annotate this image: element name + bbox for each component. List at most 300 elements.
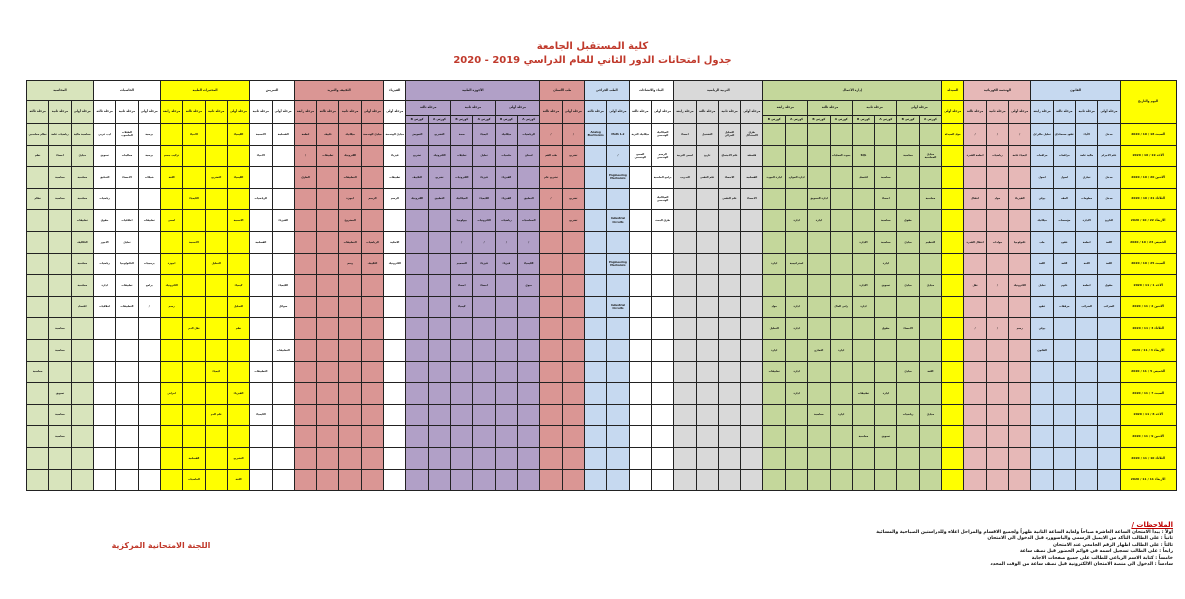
exam-subject-cell: صحة — [451, 124, 473, 146]
exam-subject-cell — [384, 404, 406, 426]
stage-header: مرحلة ثالثة — [27, 101, 49, 124]
exam-subject-cell — [116, 426, 138, 448]
exam-subject-cell — [272, 383, 294, 405]
exam-subject-cell: الانسجة — [183, 231, 205, 253]
exam-subject-cell — [674, 296, 696, 318]
exam-subject-cell: مدخل — [1098, 188, 1120, 210]
committee-signature: اللجنة الامتحانية المركزية — [111, 541, 211, 550]
exam-subject-cell — [986, 339, 1008, 361]
exam-subject-cell: التنظيم — [919, 231, 941, 253]
exam-subject-cell — [540, 426, 562, 448]
exam-subject-cell — [1053, 361, 1075, 383]
exam-subject-cell — [1009, 426, 1031, 448]
exam-subject-cell: احصاء — [451, 275, 473, 297]
exam-subject-cell: الكيمياء — [473, 188, 495, 210]
exam-subject-cell — [205, 145, 227, 167]
exam-subject-cell — [518, 296, 540, 318]
exam-subject-cell — [473, 469, 495, 491]
exam-date: الثلاثاء 10 / 11 / 2020 — [1120, 447, 1176, 469]
exam-subject-cell: تجاري — [1075, 167, 1097, 189]
exam-subject-cell — [830, 361, 852, 383]
exam-subject-cell — [339, 361, 361, 383]
schedule-row — [27, 145, 1177, 167]
exam-subject-cell — [852, 469, 874, 491]
exam-subject-cell: مولدات — [986, 231, 1008, 253]
exam-subject-cell — [785, 404, 807, 426]
exam-subject-cell — [183, 167, 205, 189]
exam-subject-cell — [651, 318, 673, 340]
exam-subject-cell: العقد — [1053, 188, 1075, 210]
exam-subject-cell: الفسلجة — [250, 231, 272, 253]
exam-subject-cell — [964, 426, 986, 448]
exam-subject-cell — [674, 318, 696, 340]
exam-subject-cell — [339, 383, 361, 405]
exam-subject-cell — [540, 253, 562, 275]
exam-subject-cell — [294, 339, 316, 361]
exam-subject-cell: انظمة — [1075, 231, 1097, 253]
exam-subject-cell — [339, 404, 361, 426]
exam-subject-cell: ميكانيك — [495, 124, 517, 146]
exam-subject-cell — [138, 383, 160, 405]
exam-subject-cell — [674, 426, 696, 448]
exam-subject-cell — [875, 361, 897, 383]
exam-subject-cell: محاسبة — [808, 404, 830, 426]
exam-subject-cell: اخلاقيات — [116, 210, 138, 232]
exam-subject-cell — [808, 145, 830, 167]
exam-subject-cell — [897, 188, 919, 210]
schedule-row — [27, 361, 1177, 383]
stage-header: مرحلة ثالثة — [696, 101, 718, 124]
exam-subject-cell: الميكانيك الهندسي — [651, 188, 673, 210]
exam-subject-cell — [518, 469, 540, 491]
exam-subject-cell — [451, 469, 473, 491]
exam-subject-cell: التشغيل — [696, 124, 718, 146]
schedule-row — [27, 124, 1177, 146]
exam-subject-cell — [160, 404, 182, 426]
exam-subject-cell — [1053, 339, 1075, 361]
exam-subject-cell — [607, 231, 629, 253]
exam-subject-cell — [406, 404, 428, 426]
exam-subject-cell: الكترونيك — [406, 188, 428, 210]
schedule-row — [27, 339, 1177, 361]
stage-header: مرحلة ثانية — [986, 101, 1008, 124]
exam-subject-cell — [741, 404, 763, 426]
exam-subject-cell — [183, 404, 205, 426]
exam-subject-cell — [205, 339, 227, 361]
group-header: كورس A — [428, 116, 450, 124]
stage-header: مرحلة ثانية — [1075, 101, 1097, 124]
exam-subject-cell — [294, 404, 316, 426]
exam-subject-cell: محاسبة — [852, 426, 874, 448]
stage-header: مرحلة أولى — [384, 101, 406, 124]
exam-subject-cell: مواد — [763, 296, 785, 318]
exam-subject-cell — [1098, 339, 1120, 361]
exam-subject-cell: اجهزة — [160, 253, 182, 275]
exam-subject-cell — [93, 339, 115, 361]
exam-subject-cell — [785, 447, 807, 469]
schedule-row — [27, 210, 1177, 232]
exam-subject-cell: رياضيات — [93, 188, 115, 210]
exam-subject-cell: / — [607, 145, 629, 167]
exam-subject-cell: الرسم — [361, 188, 383, 210]
exam-subject-cell — [339, 275, 361, 297]
exam-subject-cell — [875, 447, 897, 469]
exam-subject-cell: ادارة — [808, 210, 830, 232]
exam-subject-cell: طب الفم — [540, 145, 562, 167]
exam-subject-cell — [160, 318, 182, 340]
exam-subject-cell — [473, 296, 495, 318]
exam-subject-cell: الرياضيات — [361, 231, 383, 253]
exam-subject-cell: فيزياء — [495, 253, 517, 275]
exam-subject-cell: / — [986, 275, 1008, 297]
exam-subject-cell: الميكانيك الهندسي — [651, 124, 673, 146]
exam-subject-cell: رسم — [339, 253, 361, 275]
exam-subject-cell — [651, 361, 673, 383]
exam-subject-cell — [852, 339, 874, 361]
exam-subject-cell: تحليل — [1031, 275, 1053, 297]
exam-subject-cell: الاجور — [93, 231, 115, 253]
exam-subject-cell — [964, 383, 986, 405]
exam-subject-cell — [93, 318, 115, 340]
exam-subject-cell — [518, 167, 540, 189]
exam-subject-cell: طب — [1031, 231, 1053, 253]
exam-subject-cell: احصاء — [674, 124, 696, 146]
exam-subject-cell — [718, 447, 740, 469]
exam-subject-cell — [294, 275, 316, 297]
exam-subject-cell — [361, 296, 383, 318]
exam-subject-cell — [1098, 404, 1120, 426]
exam-subject-cell — [138, 339, 160, 361]
exam-subject-cell — [830, 447, 852, 469]
exam-subject-cell: / — [540, 188, 562, 210]
exam-subject-cell — [518, 404, 540, 426]
exam-subject-cell — [473, 361, 495, 383]
exam-subject-cell: نظم — [227, 318, 249, 340]
exam-subject-cell — [138, 361, 160, 383]
exam-subject-cell: الرياضيات — [250, 188, 272, 210]
exam-subject-cell: الكترونيك — [1009, 275, 1031, 297]
exam-subject-cell: انظمة — [1075, 275, 1097, 297]
exam-subject-cell — [1053, 447, 1075, 469]
exam-subject-cell — [696, 318, 718, 340]
exam-subject-cell — [852, 404, 874, 426]
exam-subject-cell — [272, 231, 294, 253]
exam-subject-cell: حقوق — [93, 210, 115, 232]
schedule-row — [27, 318, 1177, 340]
exam-subject-cell: التدقيق — [93, 167, 115, 189]
exam-subject-cell — [964, 339, 986, 361]
exam-subject-cell — [428, 275, 450, 297]
exam-subject-cell: الاحصاء — [741, 188, 763, 210]
exam-subject-cell: ادارة — [830, 404, 852, 426]
exam-subject-cell — [227, 404, 249, 426]
exam-subject-cell — [518, 339, 540, 361]
exam-subject-cell — [607, 404, 629, 426]
exam-subject-cell — [562, 404, 584, 426]
exam-subject-cell: رياضيات — [897, 404, 919, 426]
exam-date: السبت 25 / 10 / 2020 — [1120, 253, 1176, 275]
exam-subject-cell — [897, 383, 919, 405]
exam-subject-cell — [607, 469, 629, 491]
exam-subject-cell: تطبيقات — [116, 275, 138, 297]
exam-subject-cell: رسم — [1009, 318, 1031, 340]
exam-subject-cell: محاسبة — [875, 167, 897, 189]
exam-subject-cell — [495, 404, 517, 426]
exam-subject-cell — [205, 469, 227, 491]
exam-subject-cell — [1009, 447, 1031, 469]
exam-subject-cell — [1075, 318, 1097, 340]
exam-subject-cell: حاسبات — [495, 145, 517, 167]
exam-subject-cell — [651, 275, 673, 297]
exam-subject-cell: / — [986, 318, 1008, 340]
exam-subject-cell — [986, 426, 1008, 448]
group-header: كورس A — [830, 116, 852, 124]
exam-subject-cell: محاسبة — [71, 275, 93, 297]
exam-subject-cell — [384, 275, 406, 297]
exam-subject-cell: دولي — [1031, 318, 1053, 340]
exam-subject-cell: Industrial Circuits — [607, 210, 629, 232]
exam-subject-cell: تسويق — [49, 383, 71, 405]
stage-header: مرحلة أولى — [71, 101, 93, 124]
exam-subject-cell — [294, 188, 316, 210]
exam-subject-cell — [451, 318, 473, 340]
exam-subject-cell — [384, 361, 406, 383]
exam-subject-cell: الضرائب — [1075, 296, 1097, 318]
exam-subject-cell: مبادئ — [897, 361, 919, 383]
exam-subject-cell: التحليل — [763, 318, 785, 340]
stage-header: مرحلة رابعة — [763, 101, 808, 116]
exam-subject-cell — [808, 231, 830, 253]
exam-subject-cell — [451, 447, 473, 469]
exam-subject-cell: مواد الصيدلة — [942, 124, 964, 146]
exam-subject-cell — [250, 469, 272, 491]
exam-subject-cell — [875, 404, 897, 426]
exam-subject-cell — [785, 145, 807, 167]
exam-subject-cell: التصميم — [451, 253, 473, 275]
exam-subject-cell — [674, 469, 696, 491]
exam-subject-cell — [852, 253, 874, 275]
exam-subject-cell — [49, 447, 71, 469]
exam-subject-cell — [406, 296, 428, 318]
exam-subject-cell — [696, 296, 718, 318]
exam-subject-cell — [428, 318, 450, 340]
exam-subject-cell: مؤسسات — [1053, 210, 1075, 232]
exam-subject-cell — [986, 253, 1008, 275]
exam-subject-cell: علم الاجتماع — [718, 145, 740, 167]
exam-subject-cell — [294, 447, 316, 469]
exam-subject-cell — [205, 275, 227, 297]
exam-subject-cell — [183, 296, 205, 318]
exam-subject-cell — [1031, 426, 1053, 448]
exam-subject-cell — [339, 318, 361, 340]
exam-subject-cell — [317, 231, 339, 253]
page-header — [0, 40, 1185, 68]
exam-subject-cell — [116, 447, 138, 469]
exam-subject-cell — [93, 383, 115, 405]
exam-subject-cell — [852, 361, 874, 383]
exam-subject-cell — [696, 339, 718, 361]
exam-subject-cell: نقل — [964, 275, 986, 297]
exam-subject-cell: مبادئ — [919, 404, 941, 426]
note-line: خامساً : كتابة الاسم الرباعي للطالب على جميع صفحات الاجابة — [1031, 555, 1173, 561]
exam-subject-cell — [1031, 361, 1053, 383]
exam-subject-cell — [919, 383, 941, 405]
exam-subject-cell: تسويق — [875, 275, 897, 297]
exam-subject-cell: الكيمياء — [518, 253, 540, 275]
exam-subject-cell: اللغة — [227, 469, 249, 491]
exam-subject-cell — [540, 231, 562, 253]
exam-subject-cell: الفسلجة — [741, 167, 763, 189]
exam-subject-cell — [227, 426, 249, 448]
exam-subject-cell: مبادئ المحاسبة — [919, 145, 941, 167]
exam-subject-cell — [763, 469, 785, 491]
exam-subject-cell — [272, 145, 294, 167]
exam-subject-cell: اللغة — [1053, 253, 1075, 275]
exam-subject-cell — [919, 339, 941, 361]
exam-subject-cell — [361, 361, 383, 383]
exam-subject-cell: الكترونيك — [160, 275, 182, 297]
exam-subject-cell — [272, 447, 294, 469]
exam-subject-cell: التطبيقات — [339, 231, 361, 253]
exam-subject-cell: التطبيقات — [116, 296, 138, 318]
exam-subject-cell: تحليلات — [451, 145, 473, 167]
exam-subject-cell — [1098, 447, 1120, 469]
exam-subject-cell — [205, 318, 227, 340]
exam-subject-cell — [964, 296, 986, 318]
exam-subject-cell — [250, 296, 272, 318]
exam-subject-cell: ادارة — [852, 296, 874, 318]
exam-subject-cell — [294, 296, 316, 318]
exam-subject-cell — [1053, 426, 1075, 448]
exam-subject-cell — [406, 361, 428, 383]
exam-subject-cell — [183, 339, 205, 361]
exam-subject-cell — [518, 361, 540, 383]
exam-subject-cell: المشروع — [339, 210, 361, 232]
exam-subject-cell — [339, 447, 361, 469]
exam-subject-cell — [495, 447, 517, 469]
exam-subject-cell — [942, 296, 964, 318]
exam-subject-cell — [584, 447, 606, 469]
note-line: ثانياً : على الطالب التأكد من الايميل الرسمي والباسوورد قبل الدخول الى الامتحان — [987, 536, 1173, 542]
exam-subject-cell: الكيمياء — [227, 124, 249, 146]
stage-header: مرحلة رابعة — [1031, 101, 1053, 124]
exam-subject-cell: محاسبة — [875, 231, 897, 253]
exam-subject-cell — [27, 404, 49, 426]
exam-subject-cell — [27, 383, 49, 405]
exam-subject-cell — [138, 426, 160, 448]
exam-subject-cell — [116, 404, 138, 426]
exam-subject-cell — [741, 426, 763, 448]
exam-subject-cell: دولي — [1031, 188, 1053, 210]
stage-header: مرحلة ثالثة — [406, 101, 451, 116]
note-line: اولاً : يبدأ الامتحان الساعة العاشرة صباحاً ولغاية الساعة الثانية ظهراً ولجميع الاقسام والمراحل اعلاه وللدراستين الصباحية والمسائية — [876, 530, 1173, 535]
exam-subject-cell: استراتيجية — [785, 253, 807, 275]
exam-subject-cell: الكيمياء — [250, 404, 272, 426]
exam-subject-cell — [495, 339, 517, 361]
exam-subject-cell — [718, 404, 740, 426]
exam-subject-cell — [718, 318, 740, 340]
exam-subject-cell: محاسبة — [897, 145, 919, 167]
exam-subject-cell — [808, 469, 830, 491]
exam-subject-cell — [584, 404, 606, 426]
exam-subject-cell — [830, 318, 852, 340]
exam-subject-cell — [830, 383, 852, 405]
stage-header: مرحلة ثالثة — [317, 101, 339, 124]
exam-subject-cell — [696, 253, 718, 275]
exam-subject-cell — [763, 210, 785, 232]
exam-subject-cell: التطبيقات — [272, 339, 294, 361]
exam-subject-cell — [361, 167, 383, 189]
exam-subject-cell: تشريح — [562, 188, 584, 210]
exam-subject-cell — [808, 296, 830, 318]
exam-subject-cell — [93, 361, 115, 383]
stage-header: مرحلة ثالثة — [93, 101, 115, 124]
exam-subject-cell — [339, 296, 361, 318]
stage-header: مرحلة ثانية — [116, 101, 138, 124]
exam-subject-cell — [361, 383, 383, 405]
exam-subject-cell: النماذج — [808, 339, 830, 361]
exam-subject-cell — [741, 296, 763, 318]
exam-subject-cell — [562, 426, 584, 448]
exam-subject-cell — [674, 383, 696, 405]
notes-section — [753, 520, 1173, 568]
exam-subject-cell: اصول — [1031, 167, 1053, 189]
exam-subject-cell: الفيزياء — [272, 210, 294, 232]
exam-subject-cell: تكييف — [317, 124, 339, 146]
exam-subject-cell: برمجيات — [138, 253, 160, 275]
exam-subject-cell — [49, 210, 71, 232]
exam-subject-cell — [27, 167, 49, 189]
exam-subject-cell — [763, 383, 785, 405]
exam-subject-cell — [1009, 253, 1031, 275]
exam-subject-cell — [317, 469, 339, 491]
exam-subject-cell — [584, 167, 606, 189]
exam-subject-cell — [272, 404, 294, 426]
exam-subject-cell: اقتصاد — [71, 296, 93, 318]
exam-subject-cell: عقود — [1031, 296, 1053, 318]
exam-subject-cell — [540, 447, 562, 469]
exam-subject-cell: بحوث العمليات — [830, 145, 852, 167]
exam-subject-cell — [651, 296, 673, 318]
exam-subject-cell: الميكانيك — [451, 188, 473, 210]
exam-subject-cell: علم الدم — [205, 404, 227, 426]
exam-subject-cell — [361, 275, 383, 297]
group-header: كورس B — [406, 116, 428, 124]
exam-subject-cell — [629, 253, 651, 275]
exam-subject-cell: الكترونيك — [339, 145, 361, 167]
exam-subject-cell — [183, 253, 205, 275]
exam-subject-cell: محاسبة مالية — [71, 124, 93, 146]
stage-header: مرحلة أولى — [1098, 101, 1120, 124]
exam-subject-cell — [852, 188, 874, 210]
exam-subject-cell — [339, 339, 361, 361]
exam-subject-cell: محاسبة — [49, 339, 71, 361]
exam-subject-cell — [629, 231, 651, 253]
exam-subject-cell: ادارة — [875, 253, 897, 275]
exam-subject-cell: نظام محاسبي — [27, 124, 49, 146]
exam-subject-cell — [540, 210, 562, 232]
exam-subject-cell — [1098, 383, 1120, 405]
exam-subject-cell — [339, 426, 361, 448]
exam-subject-cell — [27, 426, 49, 448]
exam-subject-cell — [160, 188, 182, 210]
exam-subject-cell — [674, 231, 696, 253]
department-header: التكييف والتبريد — [294, 81, 383, 101]
exam-subject-cell — [227, 339, 249, 361]
exam-subject-cell — [986, 361, 1008, 383]
exam-subject-cell — [1031, 404, 1053, 426]
exam-date: السبت 18 / 10 / 2020 — [1120, 124, 1176, 146]
